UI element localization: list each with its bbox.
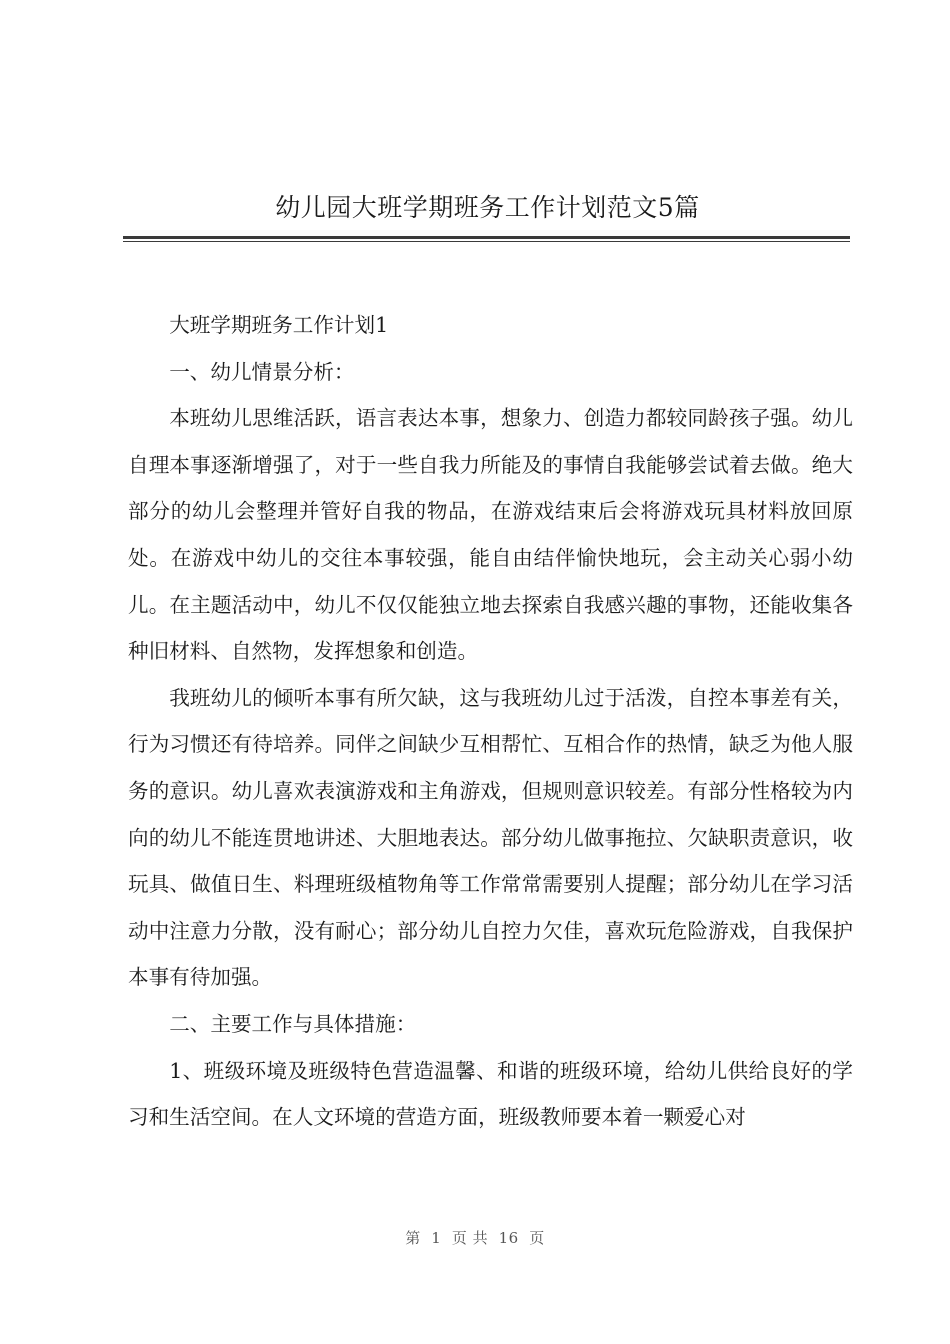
document-title: 幼儿园大班学期班务工作计划范文5篇	[275, 193, 700, 222]
title-underline-thin	[123, 241, 850, 242]
title-underline-thick	[123, 236, 850, 239]
section-title: 大班学期班务工作计划1	[169, 313, 389, 337]
body-paragraph: 1、班级环境及班级特色营造温馨、和谐的班级环境，给幼儿供给良好的学习和生活空间。在人文环境的营造方面，班级教师要本着一颗爱心对	[128, 1058, 853, 1130]
body-paragraph: 本班幼儿思维活跃，语言表达本事，想象力、创造力都较同龄孩子强。幼儿自理本事逐渐增强了，对于一些自我力所能及的事情自我能够尝试着去做。绝大部分的幼儿会整理并管好自我的物品，在游戏结束后会将游戏玩具材料放回原处。在游戏中幼儿的交往本事较强，能自由结伴愉快地玩，会主动关心弱小幼儿。在主题活动中，幼儿不仅仅能独立地去探索自我感兴趣的事物，还能收集各种旧材料、自然物，发挥想象和创造。	[128, 406, 853, 664]
page-number-footer: 第 1 页 共 16 页	[405, 1229, 545, 1247]
subsection-heading: 二、主要工作与具体措施：	[169, 1011, 417, 1036]
subsection-heading: 一、幼儿情景分析：	[169, 359, 355, 384]
body-paragraph: 我班幼儿的倾听本事有所欠缺，这与我班幼儿过于活泼，自控本事差有关，行为习惯还有待培养。同伴之间缺少互相帮忙、互相合作的热情，缺乏为他人服务的意识。幼儿喜欢表演游戏和主角游戏，但规则意识较差。有部分性格较为内向的幼儿不能连贯地讲述、大胆地表达。部分幼儿做事拖拉、欠缺职责意识，收玩具、做值日生、料理班级植物角等工作常常需要别人提醒；部分幼儿在学习活动中注意力分散，没有耐心；部分幼儿自控力欠佳，喜欢玩危险游戏，自我保护本事有待加强。	[128, 685, 853, 990]
document-body	[128, 302, 853, 1141]
